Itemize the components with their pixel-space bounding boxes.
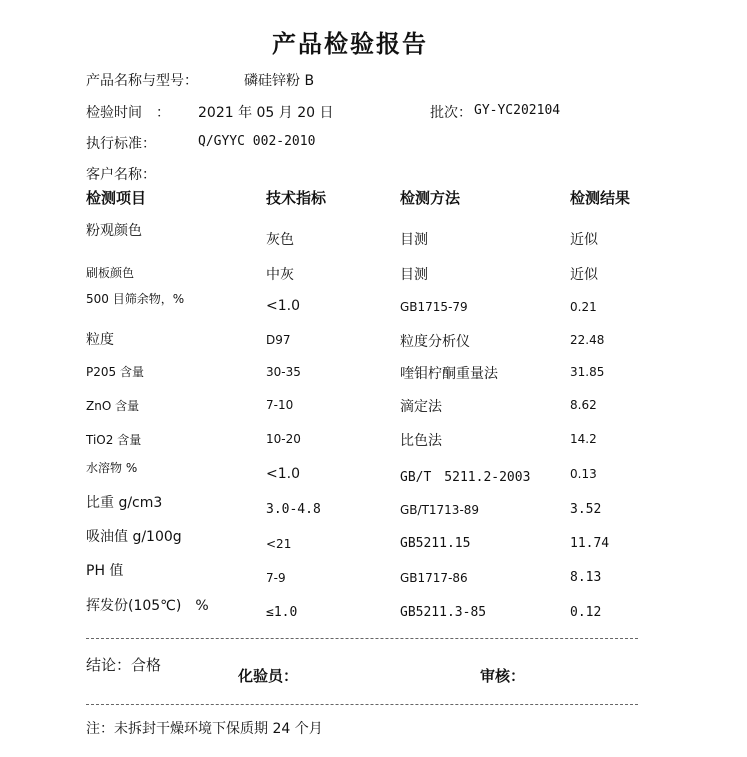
header-method: 检测方法 — [400, 189, 461, 207]
product-value: 磷硅锌粉 B — [244, 73, 315, 89]
cell-spec: 3.0-4.8 — [266, 502, 321, 517]
cell-method: GB/T1713-89 — [400, 503, 480, 517]
cell-item: 粉观颜色 — [86, 223, 142, 239]
cell-spec: <1.0 — [266, 466, 300, 482]
cell-method: 滴定法 — [400, 399, 442, 415]
divider-top — [86, 638, 638, 639]
cell-result: 8.13 — [570, 570, 602, 585]
time-value: 2021 年 05 月 20 日 — [198, 105, 334, 121]
cell-spec: <1.0 — [266, 298, 300, 314]
standard-value: Q/GYYC 002-2010 — [198, 134, 316, 149]
cell-spec: 30-35 — [266, 365, 301, 379]
cell-result: 14.2 — [570, 432, 597, 446]
cell-spec: 中灰 — [266, 267, 294, 283]
cell-result: 0.12 — [570, 605, 602, 620]
cell-spec: ≤1.0 — [266, 605, 298, 620]
cell-spec: 7-10 — [266, 398, 294, 412]
cell-item: P205 含量 — [86, 365, 144, 379]
cell-item: 挥发份(105℃) % — [86, 598, 209, 614]
cell-item: 粒度 — [86, 332, 114, 348]
cell-result: 22.48 — [570, 333, 605, 347]
cell-result: 近似 — [570, 267, 598, 283]
cell-item: 比重 g/cm3 — [86, 495, 163, 511]
customer-label: 客户名称： — [86, 167, 156, 183]
cell-method: GB/T 5211.2-2003 — [400, 470, 531, 485]
cell-result: 0.13 — [570, 467, 597, 481]
header-item: 检测项目 — [86, 189, 147, 207]
cell-method: GB5211.3-85 — [400, 605, 487, 620]
cell-item: 吸油值 g/100g — [86, 529, 182, 545]
cell-method: 目测 — [400, 267, 428, 283]
divider-bottom — [86, 704, 638, 705]
cell-method: GB1717-86 — [400, 571, 468, 585]
batch-value: GY-YC202104 — [474, 103, 561, 118]
cell-result: 0.21 — [570, 300, 597, 314]
cell-item: 水溶物 % — [86, 461, 138, 475]
product-label: 产品名称与型号： — [86, 73, 198, 89]
reviewer-label: 审核： — [480, 667, 526, 685]
cell-method: 喹钼柠酮重量法 — [400, 366, 498, 382]
cell-spec: D97 — [266, 333, 291, 347]
batch-label: 批次： — [430, 105, 472, 121]
header-result: 检测结果 — [570, 189, 631, 207]
cell-result: 3.52 — [570, 502, 602, 517]
cell-spec: 10-20 — [266, 432, 301, 446]
cell-item: TiO2 含量 — [86, 433, 142, 447]
cell-item: 刷板颜色 — [86, 266, 135, 280]
cell-spec: 7-9 — [266, 571, 286, 585]
inspector-label: 化验员： — [238, 667, 299, 685]
cell-item: 500 目筛余物，% — [86, 292, 185, 306]
header-spec: 技术指标 — [266, 189, 327, 207]
cell-method: 目测 — [400, 232, 428, 248]
time-label: 检验时间 ： — [86, 105, 170, 121]
cell-result: 31.85 — [570, 365, 605, 379]
cell-method: 粒度分析仪 — [400, 334, 470, 350]
cell-spec: <21 — [266, 537, 292, 551]
cell-method: GB5211.15 — [400, 536, 471, 551]
cell-item: ZnO 含量 — [86, 399, 140, 413]
cell-result: 8.62 — [570, 398, 597, 412]
cell-result: 近似 — [570, 232, 598, 248]
cell-spec: 灰色 — [266, 232, 294, 248]
shelf-life-note: 注：未拆封干燥环境下保质期 24 个月 — [86, 721, 323, 737]
conclusion-text: 结论：合格 — [86, 656, 162, 674]
cell-method: GB1715-79 — [400, 300, 468, 314]
cell-result: 11.74 — [570, 536, 610, 551]
cell-item: PH 值 — [86, 563, 124, 579]
report-title: 产品检验报告 — [272, 30, 428, 58]
cell-method: 比色法 — [400, 433, 442, 449]
standard-label: 执行标准： — [86, 136, 156, 152]
